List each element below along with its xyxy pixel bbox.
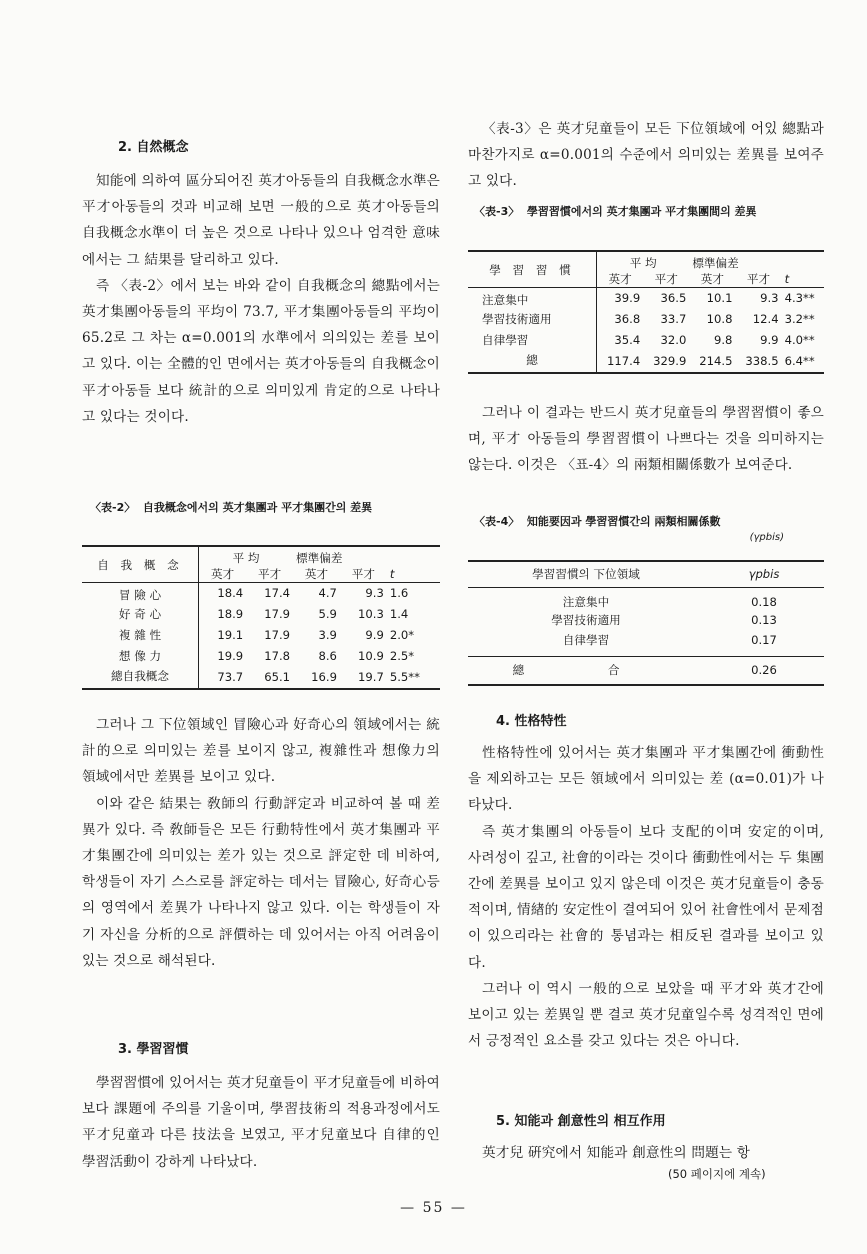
table3-caption bbox=[474, 204, 824, 220]
paragraph: 學習習慣에 있어서는 英才兒童들이 平才兒童들에 비하여 보다 課題에 주의를 기울이며, 學習技術의 적용과정에서도 平才兒童과 다른 技法을 보였고, 平才兒童보다 自律的인 學習活動이 강하게 나타났다. bbox=[82, 1075, 440, 1170]
table-header-sd: 標準偏差 bbox=[296, 551, 343, 565]
cell: 36.5 bbox=[660, 291, 687, 306]
table-row bbox=[82, 646, 440, 667]
cell: 19.1 bbox=[217, 628, 244, 642]
caption-text: 自我概念에서의 英才集團과 平才集團간의 差異 bbox=[142, 501, 373, 514]
table4-caption-symbol: (γpbis) bbox=[749, 532, 784, 543]
cell: 16.9 bbox=[311, 670, 337, 684]
paragraph: 그러나 이 역시 一般的으로 보았을 때 平才와 英才간에 보이고 있는 差異일 뿐 결코 英才兒童일수록 성격적인 면에서 긍정적인 요소를 갖고 있다는 것은 아니다. bbox=[468, 980, 824, 1050]
row-label: 總自我概念 bbox=[82, 667, 199, 689]
left-text-block-2 bbox=[82, 712, 440, 974]
cell: 19.7 bbox=[358, 670, 384, 684]
table-header-row-label: 學 習 習 慣 bbox=[468, 251, 597, 288]
table-header-row-label: 自 我 概 念 bbox=[82, 546, 199, 583]
paragraph: 이와 같은 結果는 敎師의 行動評定과 비교하여 볼 때 差異가 있다. 즉 敎師들은 모든 行動特性에서 英才集團과 平才集團간에 의미있는 差가 있는 것으로 評定한 데 비하여, 학생들이 자기 스스로를 評定하는 데서는 冒險心, 好奇心등의 영역에서 差異가 나타나지 않고 있다. 이는 학생들이 자기 자신을 分析的으로 評價하는 데 있어서는 아직 어려움이 있는 것으로 해석된다. bbox=[82, 795, 440, 969]
cell: 9.8 bbox=[714, 333, 733, 347]
table-4 bbox=[468, 560, 824, 686]
row-label: 注意集中 bbox=[468, 288, 597, 309]
cell: 9.3 bbox=[760, 291, 779, 306]
table-subheader: 平才 bbox=[746, 272, 771, 286]
cell: 214.5 bbox=[699, 354, 733, 368]
cell: 4.3** bbox=[784, 291, 815, 306]
table-subheader: t bbox=[389, 567, 395, 581]
paragraph: 〈表-3〉은 英才兒童들이 모든 下位領域에 어있 總點과 마찬가지로 α=0.001의 수준에서 의미있는 差異를 보여주고 있다. bbox=[468, 121, 824, 190]
paragraph: 즉 英才集團의 아동들이 보다 支配的이며 安定的이며, 사려성이 깊고, 社會的이라는 것이다 衝動性에서는 두 集團간에 差異를 보이고 있지 않은데 이것은 英才兒童들이 충동적이며, 情緖的 安定性이 결여되어 있어 社會性에서 문제점이 있으리라는 社會的 통념과는 相反된 결과를 보이고 있다. bbox=[468, 823, 824, 971]
table-subheader: 英才 bbox=[700, 272, 724, 286]
table-subheader: 平才 bbox=[654, 272, 678, 286]
cell: 3.9 bbox=[318, 628, 337, 642]
table-row bbox=[82, 667, 440, 689]
left-text-block-1 bbox=[82, 168, 440, 430]
cell: 73.7 bbox=[217, 670, 244, 684]
cell: 1.4 bbox=[389, 607, 409, 621]
cell: 9.9 bbox=[760, 333, 779, 347]
cell: 0.13 bbox=[751, 613, 777, 627]
table-subheader: 平才 bbox=[257, 567, 282, 581]
row-label: 總 bbox=[468, 351, 597, 373]
cell: 9.3 bbox=[365, 586, 384, 601]
table-header-mean: 平 均 bbox=[629, 256, 657, 270]
cell: 18.9 bbox=[217, 607, 244, 621]
cell: 10.9 bbox=[358, 649, 384, 663]
paragraph: 그러나 그 下位領域인 冒險心과 好奇心의 領域에서는 統計的으로 의미있는 差를 보이지 않고, 複雜性과 想像力의 領域에서만 差異를 보이고 있다. bbox=[82, 717, 440, 786]
cell: 17.9 bbox=[264, 628, 291, 642]
table-header-right: γpbis bbox=[748, 567, 780, 582]
table-row bbox=[468, 631, 824, 657]
caption-label: 〈表-2〉 bbox=[90, 501, 136, 514]
table-row-total bbox=[468, 657, 824, 685]
table-header-mean: 平 均 bbox=[232, 551, 260, 565]
cell: 3.2** bbox=[784, 312, 815, 326]
cell: 338.5 bbox=[745, 354, 779, 368]
cell: 4.0** bbox=[784, 333, 815, 347]
row-label: 自律學習 bbox=[468, 330, 597, 351]
table-3 bbox=[468, 250, 824, 374]
cell: 6.4** bbox=[784, 354, 815, 368]
table-subheader: 英才 bbox=[608, 272, 632, 286]
caption-label: 〈表-4〉 bbox=[474, 515, 520, 528]
table-header-left: 學習習慣의 下位領域 bbox=[532, 567, 640, 582]
cell: 1.6 bbox=[389, 586, 409, 601]
cell: 33.7 bbox=[660, 312, 687, 326]
cell: 329.9 bbox=[653, 354, 687, 368]
right-text-block-1 bbox=[468, 116, 824, 195]
row-label: 注意集中 bbox=[562, 594, 610, 609]
cell: 8.6 bbox=[318, 649, 337, 663]
row-label: 學習技術適用 bbox=[468, 309, 597, 330]
cell: 19.9 bbox=[217, 649, 244, 663]
cell: 17.4 bbox=[264, 586, 291, 601]
row-label: 好 奇 心 bbox=[82, 604, 199, 625]
paragraph: 英才兒 硏究에서 知能과 創意性의 問題는 항 bbox=[482, 1145, 751, 1161]
table-subheader: 英才 bbox=[304, 567, 329, 581]
caption-text: 學習習慣에서의 英才集團과 平才集團間의 差異 bbox=[526, 205, 757, 218]
cell: 10.1 bbox=[706, 291, 733, 306]
cell: 10.8 bbox=[706, 312, 733, 326]
table-row bbox=[82, 583, 440, 604]
row-label: 自律學習 bbox=[562, 633, 610, 648]
row-label: 想 像 力 bbox=[82, 646, 199, 667]
paragraph: 性格特性에 있어서는 英才集團과 平才集團간에 衝動性을 제외하고는 모든 領域에서 의미있는 差 (α=0.01)가 나타났다. bbox=[468, 745, 824, 814]
cell: 5.5** bbox=[389, 670, 420, 684]
cell: 4.7 bbox=[318, 586, 337, 601]
cell: 5.9 bbox=[318, 607, 337, 621]
row-label: 冒 險 心 bbox=[82, 583, 199, 604]
cell: 18.4 bbox=[217, 586, 244, 601]
caption-label: 〈表-3〉 bbox=[474, 205, 520, 218]
section-heading-5: 5. 知能과 創意性의 相互作用 bbox=[496, 1114, 666, 1129]
table-row bbox=[468, 610, 824, 631]
cell: 32.0 bbox=[660, 333, 687, 347]
cell: 2.5* bbox=[389, 649, 415, 663]
table-2 bbox=[82, 545, 440, 690]
table-subheader: 英才 bbox=[210, 567, 235, 581]
paragraph: 知能에 의하여 區分되어진 英才아동들의 自我概念水準은 平才아동들의 것과 비교해 보면 一般的으로 英才아동들의 自我概念水準이 더 높은 것으로 나타나 있으나 엄격한 意味에서는 그 結果를 달리하고 있다. bbox=[82, 173, 440, 268]
continued-note: (50 페이지에 계속) bbox=[668, 1167, 766, 1181]
left-text-block-3 bbox=[82, 1070, 440, 1175]
table-row bbox=[468, 309, 824, 330]
table-row bbox=[82, 625, 440, 646]
cell: 36.8 bbox=[614, 312, 641, 326]
cell: 17.9 bbox=[264, 607, 291, 621]
cell: 0.26 bbox=[751, 663, 777, 678]
section-heading-2: 2. 自然概念 bbox=[118, 140, 189, 155]
row-label: 總 合 bbox=[512, 663, 660, 678]
cell: 10.3 bbox=[358, 607, 384, 621]
table-row bbox=[468, 587, 824, 610]
cell: 35.4 bbox=[614, 333, 641, 347]
section-heading-3: 3. 學習習慣 bbox=[118, 1042, 189, 1057]
table4-caption bbox=[474, 514, 824, 546]
paragraph: 즉 〈表-2〉에서 보는 바와 같이 自我概念의 總點에서는 英才集團아동들의 平均이 73.7, 平才集團아동들의 平均이 65.2로 그 차는 α=0.001의 水準에서 의의있는 差를 보이고 있다. 이는 全體的인 면에서는 英才아동들의 自我概念이 平才아동들 보다 統計的으로 의미있게 肯定的으로 나타나고 있다는 것이다. bbox=[82, 277, 440, 425]
table-subheader: 平才 bbox=[351, 567, 375, 581]
cell: 9.9 bbox=[365, 628, 384, 642]
cell: 0.18 bbox=[751, 594, 777, 609]
cell: 2.0* bbox=[389, 628, 415, 642]
row-label: 學習技術適用 bbox=[551, 613, 621, 627]
page-number: — 55 — bbox=[400, 1200, 467, 1216]
right-text-block-4 bbox=[468, 1140, 824, 1166]
caption-text: 知能要因과 學習習慣간의 兩類相關係數 bbox=[526, 515, 721, 528]
table2-caption bbox=[90, 500, 440, 516]
right-text-block-3 bbox=[468, 740, 824, 1054]
table-header-sd: 標準偏差 bbox=[692, 256, 739, 270]
cell: 12.4 bbox=[752, 312, 779, 326]
section-heading-4: 4. 性格特性 bbox=[496, 714, 567, 729]
right-text-block-2 bbox=[468, 400, 824, 479]
cell: 117.4 bbox=[607, 354, 641, 368]
table-row bbox=[468, 330, 824, 351]
table-row bbox=[468, 288, 824, 309]
table-row bbox=[468, 351, 824, 373]
cell: 65.1 bbox=[264, 670, 291, 684]
cell: 0.17 bbox=[751, 633, 777, 648]
paragraph: 그러나 이 결과는 반드시 英才兒童들의 學習習慣이 좋으며, 平才 아동들의 學習習慣이 나쁘다는 것을 의미하지는 않는다. 이것은 〈표-4〉의 兩類相關係數가 보여준다. bbox=[468, 405, 824, 474]
table-subheader: t bbox=[784, 272, 790, 286]
cell: 17.8 bbox=[264, 649, 291, 663]
row-label: 複 雜 性 bbox=[82, 625, 199, 646]
table-row bbox=[82, 604, 440, 625]
cell: 39.9 bbox=[614, 291, 641, 306]
